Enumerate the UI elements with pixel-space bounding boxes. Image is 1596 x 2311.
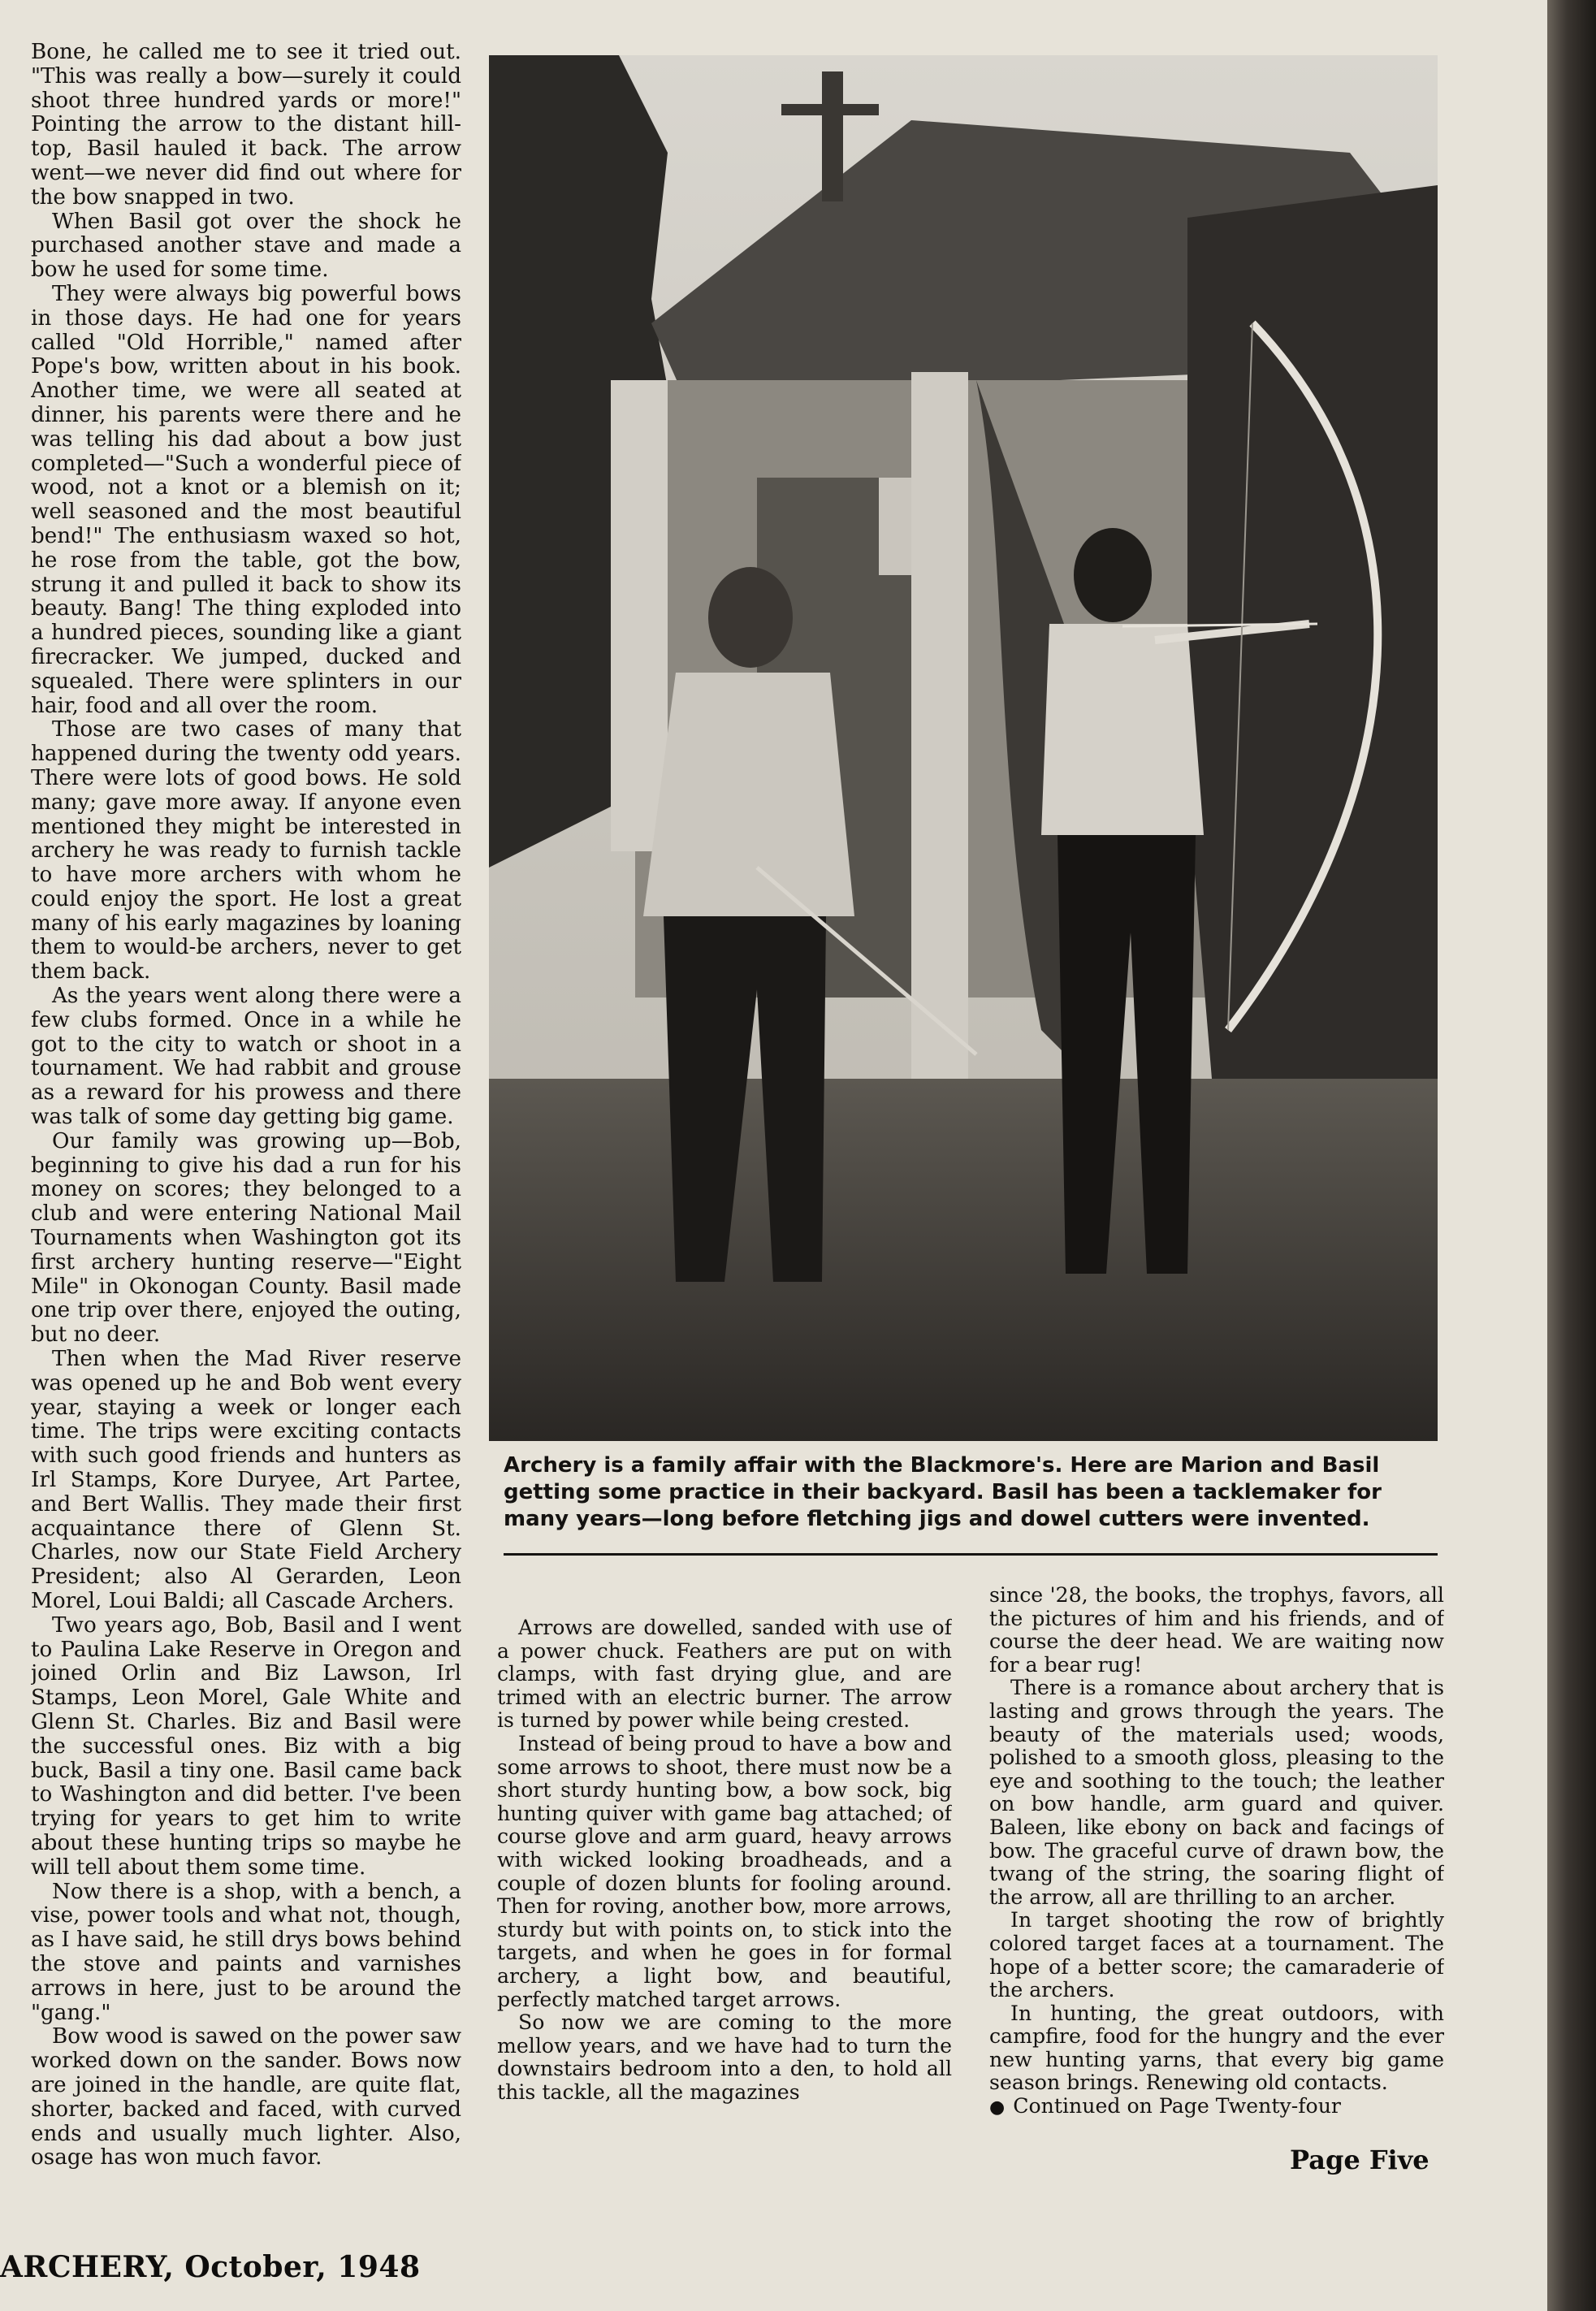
paragraph: Now there is a shop, with a bench, a vise, power tools and what not, though, as I have said, he still drys bows behind the stove and paints and varnishes arrows in here, just to be around the "gang.": [31, 1879, 461, 2025]
paragraph: Instead of being proud to have a bow and some arrows to shoot, there must now be a short sturdy hunting bow, a bow sock, big hunting quiver with game bag attached; of course glove and arm guard, heavy arrows with wicked looking broadheads, and a couple of dozen blunts for fooling around. Then for roving, another bow, more arrows, sturdy but with points on, to stick into the targets, and when he goes in for formal archery, a light bow, and beautiful, perfectly matched target arrows.: [497, 1731, 952, 2011]
paragraph: Bone, he called me to see it tried out. "This was really a bow—surely it could shoot three hundred yards or more!" Pointing the arrow to the distant hill-top, Basil hauled it back. The arrow went—we never did find out where for the bow snapped in two.: [31, 41, 461, 210]
photo-caption: Archery is a family affair with the Blackmore's. Here are Marion and Basil getting some practice in their backyard. Basil has been a tacklemaker for many years—long before fletching jigs and dowel cutters were invented.: [504, 1453, 1382, 1531]
paragraph: There is a romance about archery that is lasting and grows through the years. The beauty of the materials used; woods, polished to a smooth gloss, pleasing to the eye and soothing to the touch; the leather on bow handle, arm guard and quiver. Baleen, like ebony on back and facings of bow. The graceful curve of drawn bow, the twang of the string, the soaring flight of the arrow, all are thrilling to an archer.: [989, 1676, 1444, 1909]
continued-note: [989, 2095, 1444, 2120]
paragraph: When Basil got over the shock he purchased another stave and made a bow he used for some time.: [31, 209, 461, 283]
paragraph: Two years ago, Bob, Basil and I went to Paulina Lake Reserve in Oregon and joined Orlin and Biz Lawson, Irl Stamps, Leon Morel, Gale White and Glenn St. Charles. Biz and Basil were the successful ones. Biz with a big buck, Basil a tiny one. Basil came back to Washington and did better. I've been trying for years to get him to write about these hunting trips so maybe he will tell about them some time.: [31, 1612, 461, 1880]
paragraph: Then when the Mad River reserve was opened up he and Bob went every year, staying a week or longer each time. The trips were exciting contacts with such good friends and hunters as Irl Stamps, Kore Duryee, Art Partee, and Bert Wallis. They made their first acquaintance there of Glenn St. Charles, now our State Field Archery President; also Al Gerarden, Leon Morel, Loui Baldi; all Cascade Archers.: [31, 1347, 461, 1613]
paragraph: Those are two cases of many that happened during the twenty odd years. There were lots of good bows. He sold many; gave more away. If anyone even mentioned they might be interested in archery he was ready to furnish tackle to have more archers with whom he could enjoy the sport. He lost a great many of his early magazines by loaning them to would-be archers, never to get them back.: [31, 717, 461, 985]
paragraph: Our family was growing up—Bob, beginning to give his dad a run for his money on scores; they belonged to a club and were entering National Mail Tournaments when Washington got its first archery hunting reserve—"Eight Mile" in Okonogan County. Basil made one trip over there, enjoyed the outing, but no deer.: [31, 1128, 461, 1348]
bullet-icon: ●: [989, 2097, 1006, 2118]
paragraph: In target shooting the row of brightly colored target faces at a tournament. The hope of a better score; the camaraderie of the archers.: [989, 1908, 1444, 2002]
caption-divider: [504, 1553, 1438, 1556]
archery-photo: [489, 55, 1438, 1441]
middle-text-column: [497, 1616, 952, 2169]
paragraph: As the years went along there were a few clubs formed. Once in a while he got to the city to watch or shoot in a tournament. We had rabbit and grouse as a reward for his prowess and there was talk of some day getting big game.: [31, 984, 461, 1130]
page-number: Page Five: [1290, 2144, 1429, 2175]
paragraph: Arrows are dowelled, sanded with use of a power chuck. Feathers are put on with clamps, with fast drying glue, and are trimed with an electric burner. The arrow is turned by power while being crested.: [497, 1616, 952, 1733]
paragraph: They were always big powerful bows in those days. He had one for years called "Old Horrible," named after Pope's bow, written about in his book. Another time, we were all seated at dinner, his parents were there and he was telling his dad about a bow just completed—"Such a wonderful piece of wood, not a knot or a blemish on it; well seasoned and the most beautiful bend!" The enthusiasm waxed so hot, he rose from the table, got the bow, strung it and pulled it back to show its beauty. Bang! The thing exploded into a hundred pieces, sounding like a giant firecracker. We jumped, ducked and squealed. There were splinters in our hair, food and all over the room.: [31, 281, 461, 718]
left-text-column: [31, 41, 461, 2205]
right-text-column: [989, 1584, 1444, 2153]
binding-edge: [1547, 0, 1596, 2311]
paragraph: So now we are coming to the more mellow years, and we have had to turn the downstairs bedroom into a den, to hold all this tackle, all the magazines: [497, 2010, 952, 2104]
photo-illustration: [489, 55, 1438, 1441]
paragraph: Bow wood is sawed on the power saw worked down on the sander. Bows now are joined in the handle, are quite flat, shorter, backed and faced, with curved ends and usually much lighter. Also, osage has won much favor.: [31, 2024, 461, 2170]
paragraph: In hunting, the great outdoors, with campfire, food for the hungry and the ever new hunting yarns, that every big game season brings. Renewing old contacts.: [989, 2001, 1444, 2095]
publication-footer: ARCHERY, October, 1948: [0, 2250, 421, 2284]
paragraph: since '28, the books, the trophys, favors, all the pictures of him and his friends, and of course the deer head. We are waiting now for a bear rug!: [989, 1584, 1444, 1677]
continued-note-text: Continued on Page Twenty-four: [1013, 2094, 1341, 2118]
